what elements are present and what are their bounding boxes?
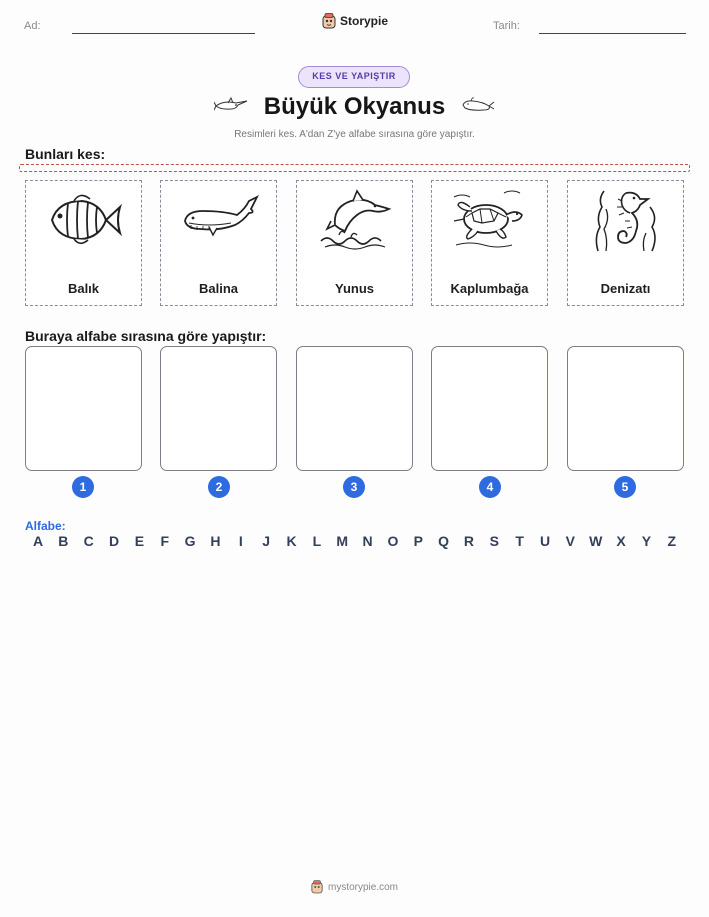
alphabet-letter: V xyxy=(565,533,576,549)
cut-card-label: Balık xyxy=(67,281,100,296)
brand xyxy=(322,13,388,29)
name-field[interactable] xyxy=(72,33,255,34)
instructions: Resimleri kes. A'dan Z'ye alfabe sırasına göre yapıştır. xyxy=(234,129,475,140)
turtle-icon xyxy=(450,187,530,253)
alphabet-letter: W xyxy=(589,533,603,549)
cut-card-dolphin[interactable] xyxy=(296,180,413,306)
alphabet-letter: E xyxy=(134,533,145,549)
alphabet-letter: Z xyxy=(667,533,677,549)
alphabet-letter: J xyxy=(262,533,271,549)
paste-box-4[interactable] xyxy=(431,346,548,471)
alphabet-letter: H xyxy=(210,533,221,549)
alphabet-letter: S xyxy=(489,533,499,549)
fish-icon xyxy=(44,187,124,253)
alphabet-letter: D xyxy=(108,533,120,549)
alphabet-letter: Y xyxy=(641,533,652,549)
storypie-footer-icon xyxy=(311,880,323,894)
date-label: Tarih: xyxy=(493,20,520,32)
cut-card-label: Denizatı xyxy=(600,281,651,296)
whale-small-icon xyxy=(461,96,495,114)
alphabet-letter: G xyxy=(184,533,196,549)
date-field[interactable] xyxy=(539,33,686,34)
seahorse-icon xyxy=(586,187,666,253)
alphabet-letter: K xyxy=(286,533,297,549)
alphabet-row xyxy=(25,533,685,551)
paste-box-2[interactable] xyxy=(160,346,277,471)
cut-heading: Bunları kes: xyxy=(25,146,106,162)
cut-card-turtle[interactable] xyxy=(431,180,548,306)
number-badge-1: 1 xyxy=(72,476,94,498)
number-badge-5: 5 xyxy=(614,476,636,498)
brand-name: Storypie xyxy=(340,14,389,28)
alphabet-letter: O xyxy=(387,533,399,549)
alphabet-letter: L xyxy=(312,533,322,549)
activity-badge: KES VE YAPIŞTIR xyxy=(298,66,410,88)
alphabet-letter: X xyxy=(616,533,626,549)
page-title: Büyük Okyanus xyxy=(263,93,446,120)
cut-line xyxy=(19,164,690,172)
footer-url: mystorypie.com xyxy=(327,881,398,893)
alphabet-letter: P xyxy=(413,533,423,549)
number-badge-3: 3 xyxy=(343,476,365,498)
alphabet-letter: I xyxy=(238,533,243,549)
footer xyxy=(0,880,709,894)
paste-box-1[interactable] xyxy=(25,346,142,471)
alphabet-letter: A xyxy=(32,533,44,549)
alphabet-letter: N xyxy=(362,533,373,549)
name-label: Ad: xyxy=(24,20,41,32)
paste-area xyxy=(25,346,685,502)
alphabet-letter: U xyxy=(539,533,551,549)
storypie-logo-icon xyxy=(322,13,336,29)
number-badge-4: 4 xyxy=(479,476,501,498)
paste-heading: Buraya alfabe sırasına göre yapıştır: xyxy=(25,328,267,344)
dolphin-icon xyxy=(315,187,395,253)
cut-card-seahorse[interactable] xyxy=(567,180,684,306)
number-badge-2: 2 xyxy=(208,476,230,498)
alphabet-letter: M xyxy=(336,533,349,549)
cut-cards xyxy=(25,180,685,306)
cut-card-fish[interactable] xyxy=(25,180,142,306)
cut-card-label: Balina xyxy=(198,281,238,296)
paste-box-3[interactable] xyxy=(296,346,413,471)
alphabet-letter: Q xyxy=(438,533,450,549)
alphabet-letter: B xyxy=(58,533,69,549)
alphabet-letter: F xyxy=(160,533,170,549)
paste-box-5[interactable] xyxy=(567,346,684,471)
alphabet-letter: R xyxy=(463,533,474,549)
cut-card-label: Yunus xyxy=(334,281,374,296)
alphabet-letter: T xyxy=(515,533,524,549)
cut-card-label: Kaplumbağa xyxy=(450,281,529,296)
whale-icon xyxy=(179,187,259,253)
cut-card-whale[interactable] xyxy=(160,180,277,306)
alphabet-label: Alfabe: xyxy=(25,519,66,533)
alphabet-letter: C xyxy=(83,533,94,549)
